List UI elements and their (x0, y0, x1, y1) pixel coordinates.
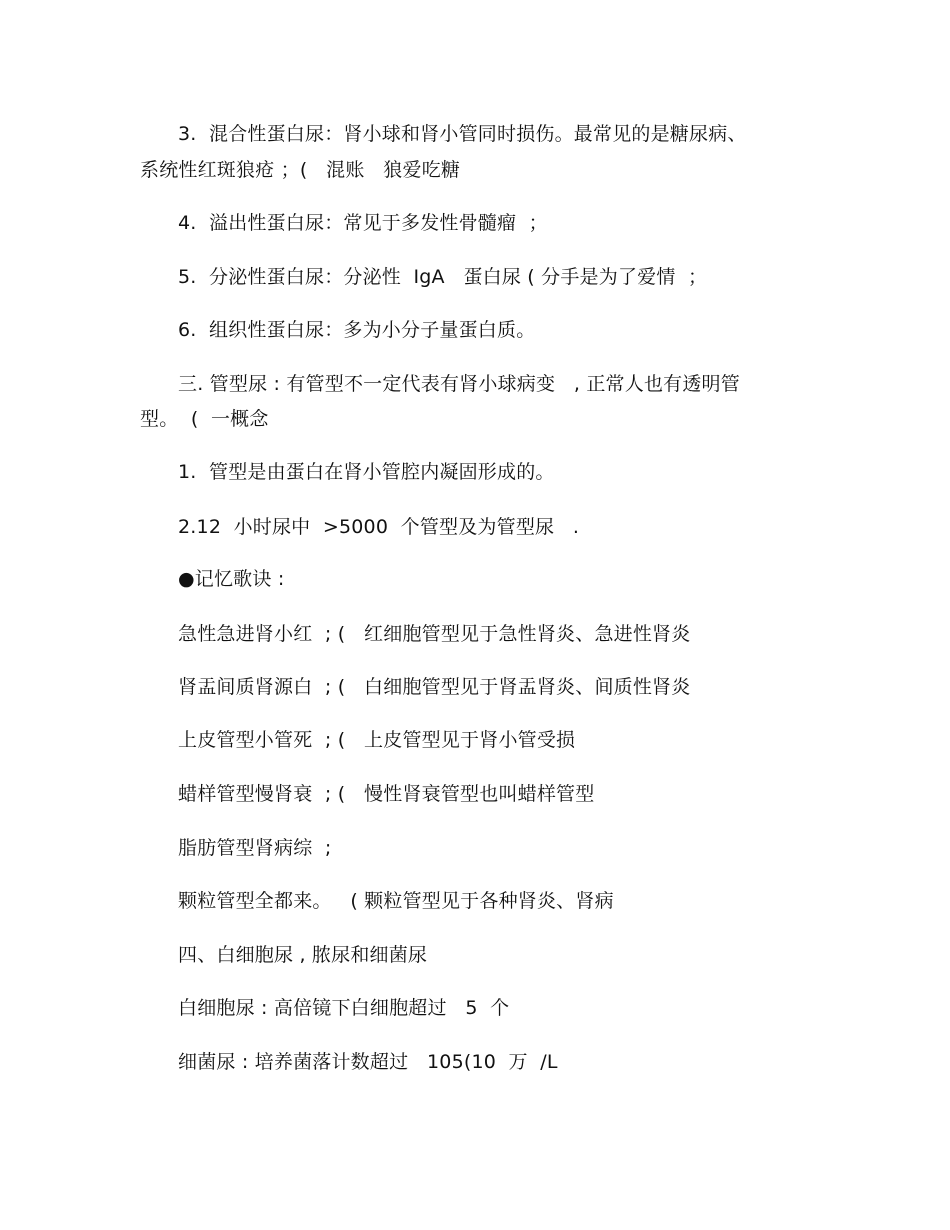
text-line: 1. 管型是由蛋白在肾小管腔内凝固形成的。 (178, 461, 555, 483)
text-line: 上皮管型小管死 ; ( 上皮管型见于肾小管受损 (178, 729, 576, 751)
text-line: 脂肪管型肾病综 ; (178, 837, 332, 859)
text-line: 颗粒管型全都来。 ( 颗粒管型见于各种肾炎、肾病 (178, 890, 614, 912)
text-line: 4. 溢出性蛋白尿：常见于多发性骨髓瘤 ； (178, 212, 548, 234)
text-line: 3. 混合性蛋白尿：肾小球和肾小管同时损伤。最常见的是糖尿病、 (178, 123, 747, 145)
text-line: 蜡样管型慢肾衰 ; ( 慢性肾衰管型也叫蜡样管型 (178, 783, 595, 805)
text-line: 四、白细胞尿 , 脓尿和细菌尿 (178, 944, 428, 966)
text-line: 急性急进肾小红 ; ( 红细胞管型见于急性肾炎、急进性肾炎 (178, 623, 691, 645)
text-line: ●记忆歌诀 : (178, 568, 285, 590)
text-line: 系统性红斑狼疮 ；( 混账 狼爱吃糖 (140, 159, 461, 181)
text-line: 6. 组织性蛋白尿：多为小分子量蛋白质。 (178, 319, 536, 341)
text-line: 细菌尿 : 培养菌落计数超过 105(10 万 /L (178, 1051, 558, 1073)
text-line: 三. 管型尿 : 有管型不一定代表有肾小球病变 , 正常人也有透明管 (178, 373, 740, 395)
text-line: 型。 ( 一概念 (140, 408, 269, 430)
text-line: 5. 分泌性蛋白尿：分泌性 IgA 蛋白尿 ( 分手是为了爱情 ； (178, 266, 708, 288)
text-line: 2.12 小时尿中 >5000 个管型及为管型尿 . (178, 516, 580, 538)
text-line: 肾盂间质肾源白 ; ( 白细胞管型见于肾盂肾炎、间质性肾炎 (178, 676, 691, 698)
text-line: 白细胞尿 : 高倍镜下白细胞超过 5 个 (178, 997, 510, 1019)
